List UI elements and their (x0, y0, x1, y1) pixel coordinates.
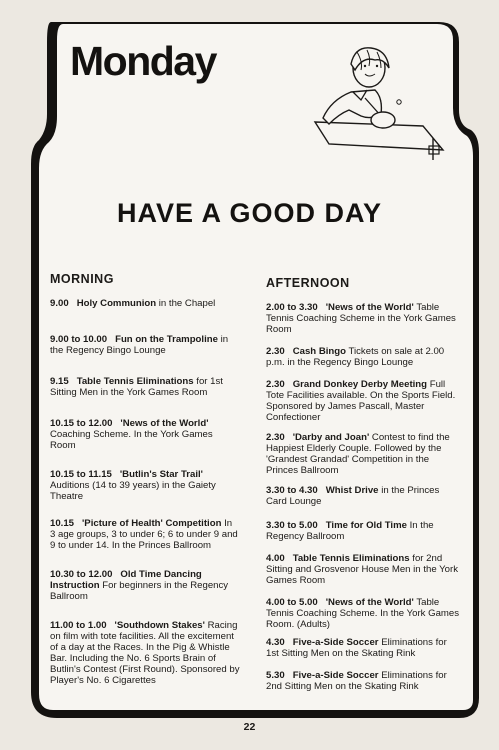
item-title: Holy Communion (76, 298, 157, 309)
list-item (266, 597, 462, 630)
list-item (266, 637, 462, 659)
list-item (266, 346, 462, 368)
item-title: 'Southdown Stakes' (114, 620, 205, 631)
item-time: 10.30 to 12.00 (50, 569, 113, 580)
headline: HAVE A GOOD DAY (116, 198, 383, 228)
list-item (50, 418, 240, 451)
item-title: Grand Donkey Derby Meeting (292, 379, 428, 390)
list-item (266, 485, 462, 507)
item-detail: Contest to find the Happiest Elderly Couple. Followed by the 'Grandest Grandad' Competition in the Princes Ballroom (266, 432, 450, 476)
item-title: Cash Bingo (292, 346, 346, 357)
item-detail: In the Regency Ballroom (266, 520, 434, 542)
afternoon-column (266, 272, 462, 692)
list-item (50, 518, 240, 551)
item-time: 2.30 (266, 379, 285, 390)
item-time: 9.00 to 10.00 (50, 334, 108, 345)
morning-heading: MORNING (50, 272, 114, 286)
item-detail: Racing on film with tote facilities. All the excitement of a day at the Races. In the Pig & Whistle Bar. Including the No. 6 Sports Brain of Butlin's Contest (First Round). Sponsored by Player's No. 6 Cigarettes (50, 620, 240, 686)
item-title: 'Darby and Joan' (292, 432, 370, 443)
item-title: 'Picture of Health' Competition (82, 518, 222, 529)
item-detail: Eliminations for 2nd Sitting Men on the Skating Rink (266, 670, 447, 692)
item-time: 5.30 (266, 670, 285, 681)
list-item (266, 553, 462, 586)
page-number: 22 (243, 721, 256, 733)
item-title: Table Tennis Eliminations (292, 553, 410, 564)
item-time: 3.30 to 5.00 (266, 520, 318, 531)
item-title: Five-a-Side Soccer (292, 637, 379, 648)
item-detail: for 1st Sitting Men in the York Games Room (50, 376, 223, 398)
item-detail: Table Tennis Coaching Scheme in the York Games Room (266, 302, 456, 335)
item-time: 9.15 (50, 376, 69, 387)
item-time: 3.30 to 4.30 (266, 485, 318, 496)
item-time: 10.15 to 12.00 (50, 418, 113, 429)
list-item (50, 620, 240, 686)
item-time: 4.00 (266, 553, 285, 564)
item-detail: in the Princes Card Lounge (266, 485, 440, 507)
item-detail: for 2nd Sitting and Grosvenor House Men in the York Games Room (266, 553, 458, 586)
item-time: 2.00 to 3.30 (266, 302, 318, 313)
day-title: Monday (70, 38, 216, 84)
list-item (50, 298, 240, 309)
item-detail: Tickets on sale at 2.00 p.m. in the Regency Bingo Lounge (266, 346, 445, 368)
item-title: Old Time Dancing Instruction (50, 569, 202, 591)
item-time: 2.30 (266, 432, 285, 443)
list-item (266, 520, 462, 542)
list-item (50, 334, 240, 356)
item-title: Table Tennis Eliminations (76, 376, 194, 387)
item-title: Five-a-Side Soccer (292, 670, 379, 681)
list-item (50, 376, 240, 398)
item-title: Fun on the Trampoline (115, 334, 218, 345)
item-time: 11.00 to 1.00 (50, 620, 107, 631)
list-item (266, 670, 462, 692)
item-detail: Eliminations for 1st Sitting Men on the Skating Rink (266, 637, 447, 659)
list-item (50, 569, 240, 602)
item-title: Time for Old Time (325, 520, 407, 531)
morning-column (50, 272, 240, 686)
item-detail: Table Tennis Coaching Scheme. In the York Games Room. (Adults) (266, 597, 460, 630)
item-title: 'News of the World' (325, 597, 414, 608)
afternoon-heading: AFTERNOON (266, 276, 350, 290)
item-time: 10.15 to 11.15 (50, 469, 112, 480)
item-time: 9.00 (50, 298, 69, 309)
item-title: 'News of the World' (120, 418, 209, 429)
list-item (266, 379, 462, 423)
list-item (50, 469, 240, 502)
item-detail: in the Chapel (158, 298, 216, 309)
list-item (266, 432, 462, 476)
item-time: 4.00 to 5.00 (266, 597, 318, 608)
item-time: 10.15 (50, 518, 75, 529)
item-title: 'News of the World' (325, 302, 414, 313)
item-detail: Auditions (14 to 39 years) in the Gaiety Theatre (50, 480, 216, 502)
item-title: 'Butlin's Star Trail' (119, 469, 203, 480)
item-detail: in the Regency Bingo Lounge (50, 334, 229, 356)
item-detail: In 3 age groups, 3 to under 6; 6 to under 9 and 9 to under 14. In the Princes Ballroom (50, 518, 238, 551)
item-detail: For beginners in the Regency Ballroom (50, 580, 229, 602)
item-title: Whist Drive (325, 485, 379, 496)
item-detail: Full Tote Facilities available. On the Sports Field. Sponsored by James Pascall, Master Confectioner (266, 379, 456, 423)
list-item (266, 302, 462, 335)
item-time: 2.30 (266, 346, 285, 357)
table-tennis-player-illustration (305, 40, 455, 165)
item-detail: Coaching Scheme. In the York Games Room (50, 429, 213, 451)
item-time: 4.30 (266, 637, 285, 648)
